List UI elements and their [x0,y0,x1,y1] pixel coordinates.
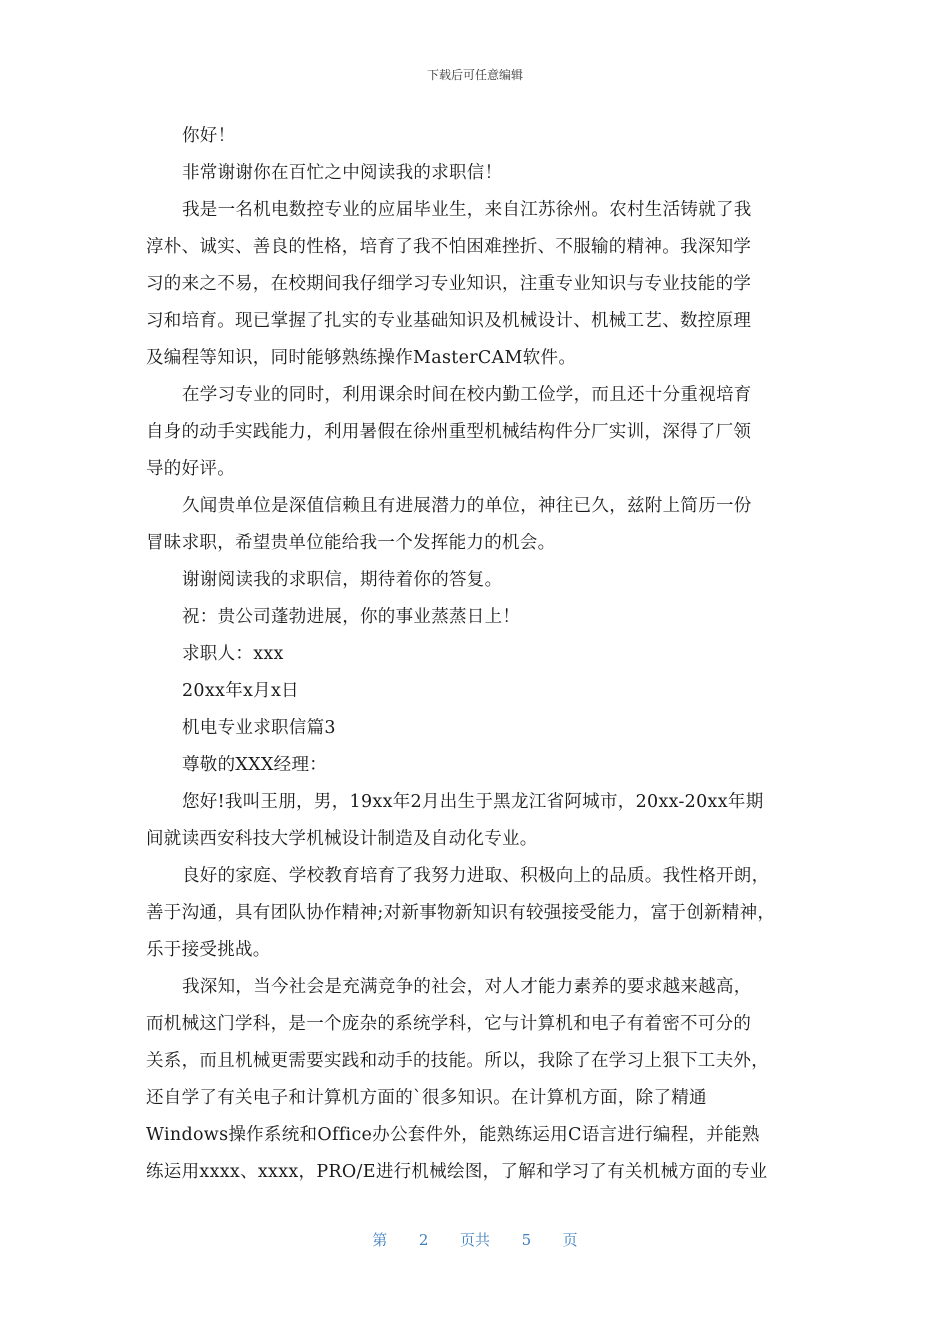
text-line: 练运用xxxx、xxxx，PRO/E进行机械绘图，了解和学习了有关机械方面的专业 [146,1162,768,1182]
text-line: 求职人：xxx [182,644,284,664]
text-line: 20xx年x月x日 [182,681,299,701]
text-line: 间就读西安科技大学机械设计制造及自动化专业。 [146,829,538,849]
text-line: 淳朴、诚实、善良的性格，培育了我不怕困难挫折、不服输的精神。我深知学 [146,237,752,257]
text-line: 我是一名机电数控专业的应届毕业生，来自江苏徐州。农村生活铸就了我 [182,200,752,220]
text-line: 习和培育。现已掌握了扎实的专业基础知识及机械设计、机械工艺、数控原理 [146,311,752,331]
text-line: 谢谢阅读我的求职信，期待着你的答复。 [182,570,503,590]
text-line: 习的来之不易，在校期间我仔细学习专业知识，注重专业知识与专业技能的学 [146,274,752,294]
text-line: 祝：贵公司蓬勃进展，你的事业蒸蒸日上！ [182,607,521,627]
text-line: 我深知，当今社会是充满竞争的社会，对人才能力素养的要求越来越高， [182,977,752,997]
text-line: 尊敬的XXX经理： [182,755,328,775]
text-line: Windows操作系统和Office办公套件外，能熟练运用C语言进行编程，并能熟 [146,1125,760,1145]
text-line: 久闻贵单位是深值信赖且有进展潜力的单位，神往已久，兹附上简历一份 [182,496,752,516]
page-header: 下载后可任意编辑 [426,68,523,82]
text-line: 导的好评。 [146,459,235,479]
footer-total-pages: 5 [521,1231,532,1249]
footer-label-page: 第 [372,1231,388,1249]
text-line: 关系，而且机械更需要实践和动手的技能。所以，我除了在学习上狠下工夫外， [146,1051,769,1071]
footer-label-end: 页 [562,1231,578,1249]
document-body [146,118,816,1191]
text-line: 机电专业求职信篇3 [182,718,336,738]
text-line: 乐于接受挑战。 [146,940,271,960]
text-line: 而机械这门学科，是一个庞杂的系统学科，它与计算机和电子有着密不可分的 [146,1014,752,1034]
text-line: 良好的家庭、学校教育培育了我努力进取、积极向上的品质。我性格开朗， [182,866,770,886]
text-line: 你好！ [182,126,236,146]
text-line: 还自学了有关电子和计算机方面的`很多知识。在计算机方面，除了精通 [146,1088,707,1108]
text-line: 善于沟通，具有团队协作精神;对新事物新知识有较强接受能力，富于创新精神， [146,903,776,923]
footer-label-total: 页共 [459,1231,490,1249]
page-footer [0,1229,950,1250]
text-line: 及编程等知识，同时能够熟练操作MasterCAM软件。 [146,348,577,368]
footer-current-page: 2 [418,1231,429,1249]
text-line: 在学习专业的同时，利用课余时间在校内勤工俭学，而且还十分重视培育 [182,385,752,405]
text-line: 冒昧求职，希望贵单位能给我一个发挥能力的机会。 [146,533,556,553]
text-line: 非常谢谢你在百忙之中阅读我的求职信！ [182,163,503,183]
text-line: 您好!我叫王朋，男，19xx年2月出生于黑龙江省阿城市，20xx-20xx年期 [182,792,764,812]
text-line: 自身的动手实践能力，利用暑假在徐州重型机械结构件分厂实训，深得了厂领 [146,422,752,442]
